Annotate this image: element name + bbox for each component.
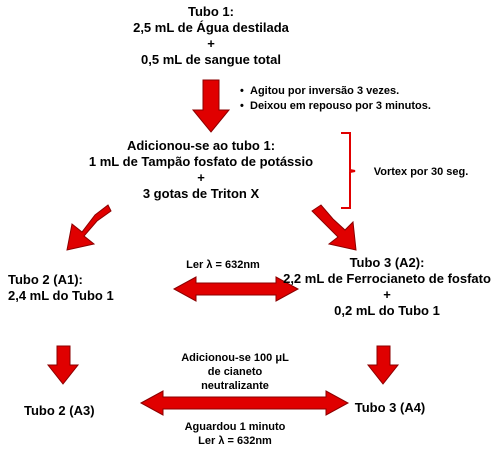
tube2-a3-label: Tubo 2 (A3) [24,403,95,418]
tube1-notes-list [240,84,431,114]
addition-triton: 3 gotas de Triton X [142,186,260,201]
read-top-label: Ler λ = 632nm [186,259,260,271]
vortex-note: Vortex por 30 seg. [373,166,469,178]
vortex-bracket [341,133,355,208]
tube3-a2-ferrocyanide: 2,2 mL de Ferrocianeto de fosfato [283,271,491,286]
tube3-a2-tube1: 0,2 mL do Tubo 1 [334,303,440,318]
tube3-a4-label: Tubo 3 (A4) [354,400,426,415]
addition-plus: + [197,170,205,185]
cyanide-line1: Adicionou-se 100 μL [181,352,289,364]
down-arrow-left [48,346,78,384]
tube1-block [100,4,322,68]
down-arrow-1 [193,80,229,132]
diagonal-arrow-left [67,205,111,250]
addition-block [66,138,336,202]
tube2-a1-volume: 2,4 mL do Tubo 1 [8,288,114,303]
addition-buffer: 1 mL de Tampão fosfato de potássio [88,154,314,169]
double-arrow-bottom [141,391,348,415]
tube1-water: 2,5 mL de Água destilada [133,20,289,35]
read-bottom-note [160,420,310,448]
note-rest: • Deixou em repouso por 3 minutos. [240,99,431,114]
diagonal-arrow-right [312,205,356,250]
tube1-title: Tubo 1: [188,4,234,19]
addition-title: Adicionou-se ao tubo 1: [126,138,276,153]
tube3-a2-plus: + [383,287,391,302]
cyanide-line2: de cianeto [207,366,263,378]
cyanide-line3: neutralizante [201,380,269,392]
note-inversion: • Agitou por inversão 3 vezes. [240,84,431,99]
tube2-a1-title: Tubo 2 (A1): [8,272,83,287]
cyanide-note [160,351,310,393]
tube1-plus: + [207,36,215,51]
down-arrow-right [368,346,398,384]
tube2-a1-block [8,272,148,304]
tube1-blood: 0,5 mL de sangue total [141,52,281,67]
read-bottom-wait: Aguardou 1 minuto [184,421,286,433]
read-bottom-wavelength: Ler λ = 632nm [198,435,272,447]
tube3-a2-block [274,255,500,319]
tube3-a2-title: Tubo 3 (A2): [349,255,425,270]
